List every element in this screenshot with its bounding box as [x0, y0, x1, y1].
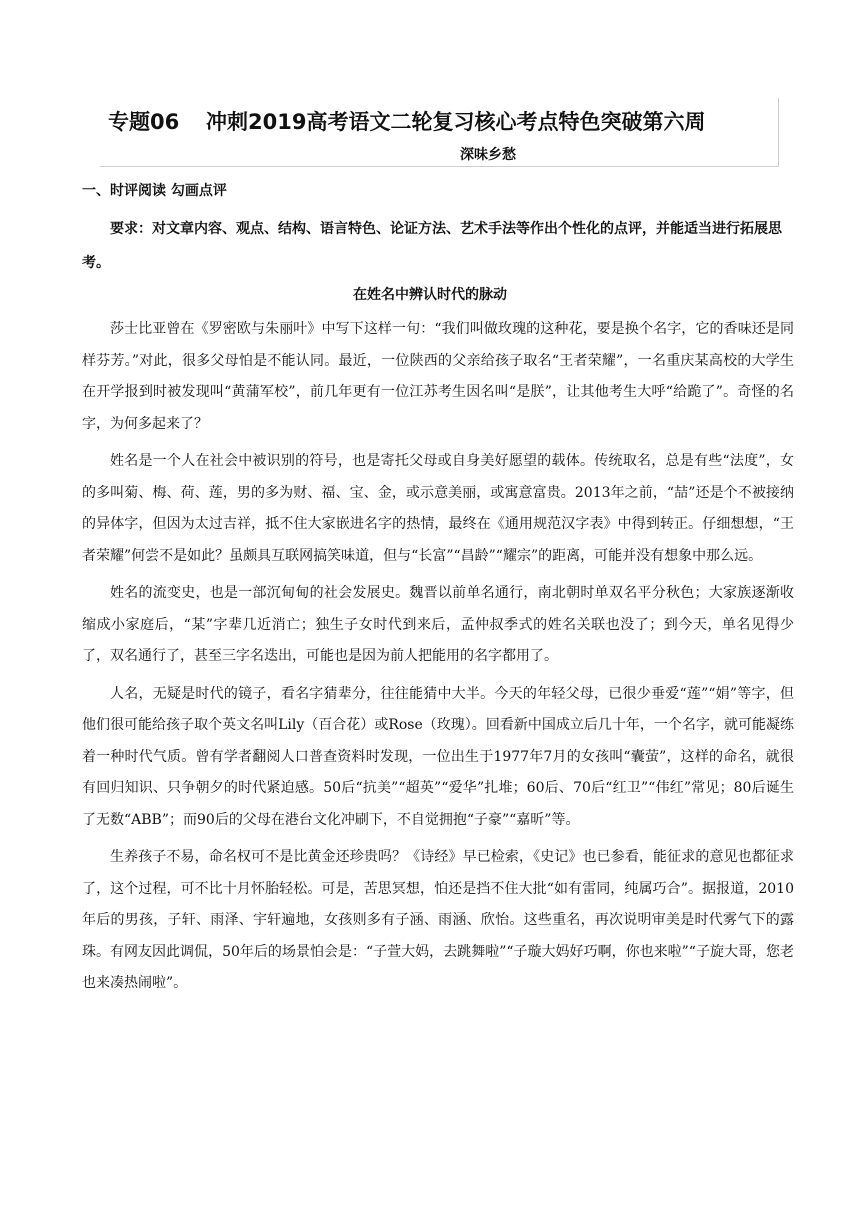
article-paragraph: 姓名是一个人在社会中被识别的符号，也是寄托父母或自身美好愿望的载体。传统取名，总是有些“法度”，女的多叫菊、梅、荷、莲，男的多为财、福、宝、金，或示意美丽，或寓意富贵。2013年之前，“喆”还是个不被接纳的异体字，但因为太过吉祥，抵不住大家嵌进名字的热情，最终在《通用规范汉字表》中得到转正。仔细想想，“王者荣耀”何尝不是如此？虽颇具互联网搞笑味道，但与“长富”“昌龄”“耀宗”的距离，可能并没有想象中那么远。 — [82, 453, 794, 564]
article-paragraph: 生养孩子不易，命名权可不是比黄金还珍贵吗？《诗经》早已检索，《史记》也已参看，能征求的意见也都征求了，这个过程，可不比十月怀胎轻松。可是，苦思冥想，怕还是挡不住大批“如有雷同，纯属巧合”。据报道，2010年后的男孩，子轩、雨泽、宇轩遍地，女孩则多有子涵、雨涵、欣怡。这些重名，再次说明审美是时代雾气下的露珠。有网友因此调侃，50年后的场景怕会是：“子萱大妈，去跳舞啦”“子璇大妈好巧啊，你也来啦”“子旋大哥，您老也来凑热闹啦”。 — [82, 849, 794, 991]
article-paragraph: 人名，无疑是时代的镜子，看名字猜辈分，往往能猜中大半。今天的年轻父母，已很少垂爱“莲”“娟”等字，但他们很可能给孩子取个英文名叫Lily（百合花）或Rose（玫瑰）。回看新中国成立后几十年，一个名字，就可能凝练着一种时代气质。曾有学者翻阅人口普查资料时发现，一位出生于1977年7月的女孩叫“囊萤”，这样的命名，就很有回归知识、只争朝夕的时代紧迫感。50后“抗美”“超英”“爱华”扎堆；60后、70后“红卫”“伟红”常见；80后诞生了无数“ABB”；而90后的父母在港台文化冲刷下，不自觉拥抱“子豪”“嘉昕”等。 — [82, 685, 794, 828]
article-title: 在姓名中辨认时代的脉动 — [353, 287, 507, 303]
section-heading: 一、时评阅读 勾画点评 — [82, 183, 227, 199]
article-paragraph: 莎士比亚曾在《罗密欧与朱丽叶》中写下这样一句：“我们叫做玫瑰的这种花，要是换个名字，它的香味还是同样芬芳。”对此，很多父母怕是不能认同。最近，一位陕西的父亲给孩子取名“王者荣耀”，一名重庆某高校的大学生在开学报到时被发现叫“黄蒲军校”，前几年更有一位江苏考生因名叫“是朕”，让其他考生大呼“给跪了”。奇怪的名字，为何多起来了？ — [82, 321, 794, 432]
article-body — [82, 314, 794, 1000]
document-header — [100, 98, 779, 167]
topic-number: 专题06 — [108, 110, 180, 134]
document-subtitle: 深味乡愁 — [460, 147, 516, 163]
document-title: 冲刺2019高考语文二轮复习核心考点特色突破第六周 — [206, 110, 706, 134]
requirement-text: 要求：对文章内容、观点、结构、语言特色、论证方法、艺术手法等作出个性化的点评，并能适当进行拓展思考。 — [82, 221, 782, 271]
article-paragraph: 姓名的流变史，也是一部沉甸甸的社会发展史。魏晋以前单名通行，南北朝时单双名平分秋色；大家族逐渐收缩成小家庭后，“某”字辈几近消亡；独生子女时代到来后，孟仲叔季式的姓名关联也没了；到今天，单名见得少了，双名通行了，甚至三字名迭出，可能也是因为前人把能用的名字都用了。 — [82, 585, 794, 664]
